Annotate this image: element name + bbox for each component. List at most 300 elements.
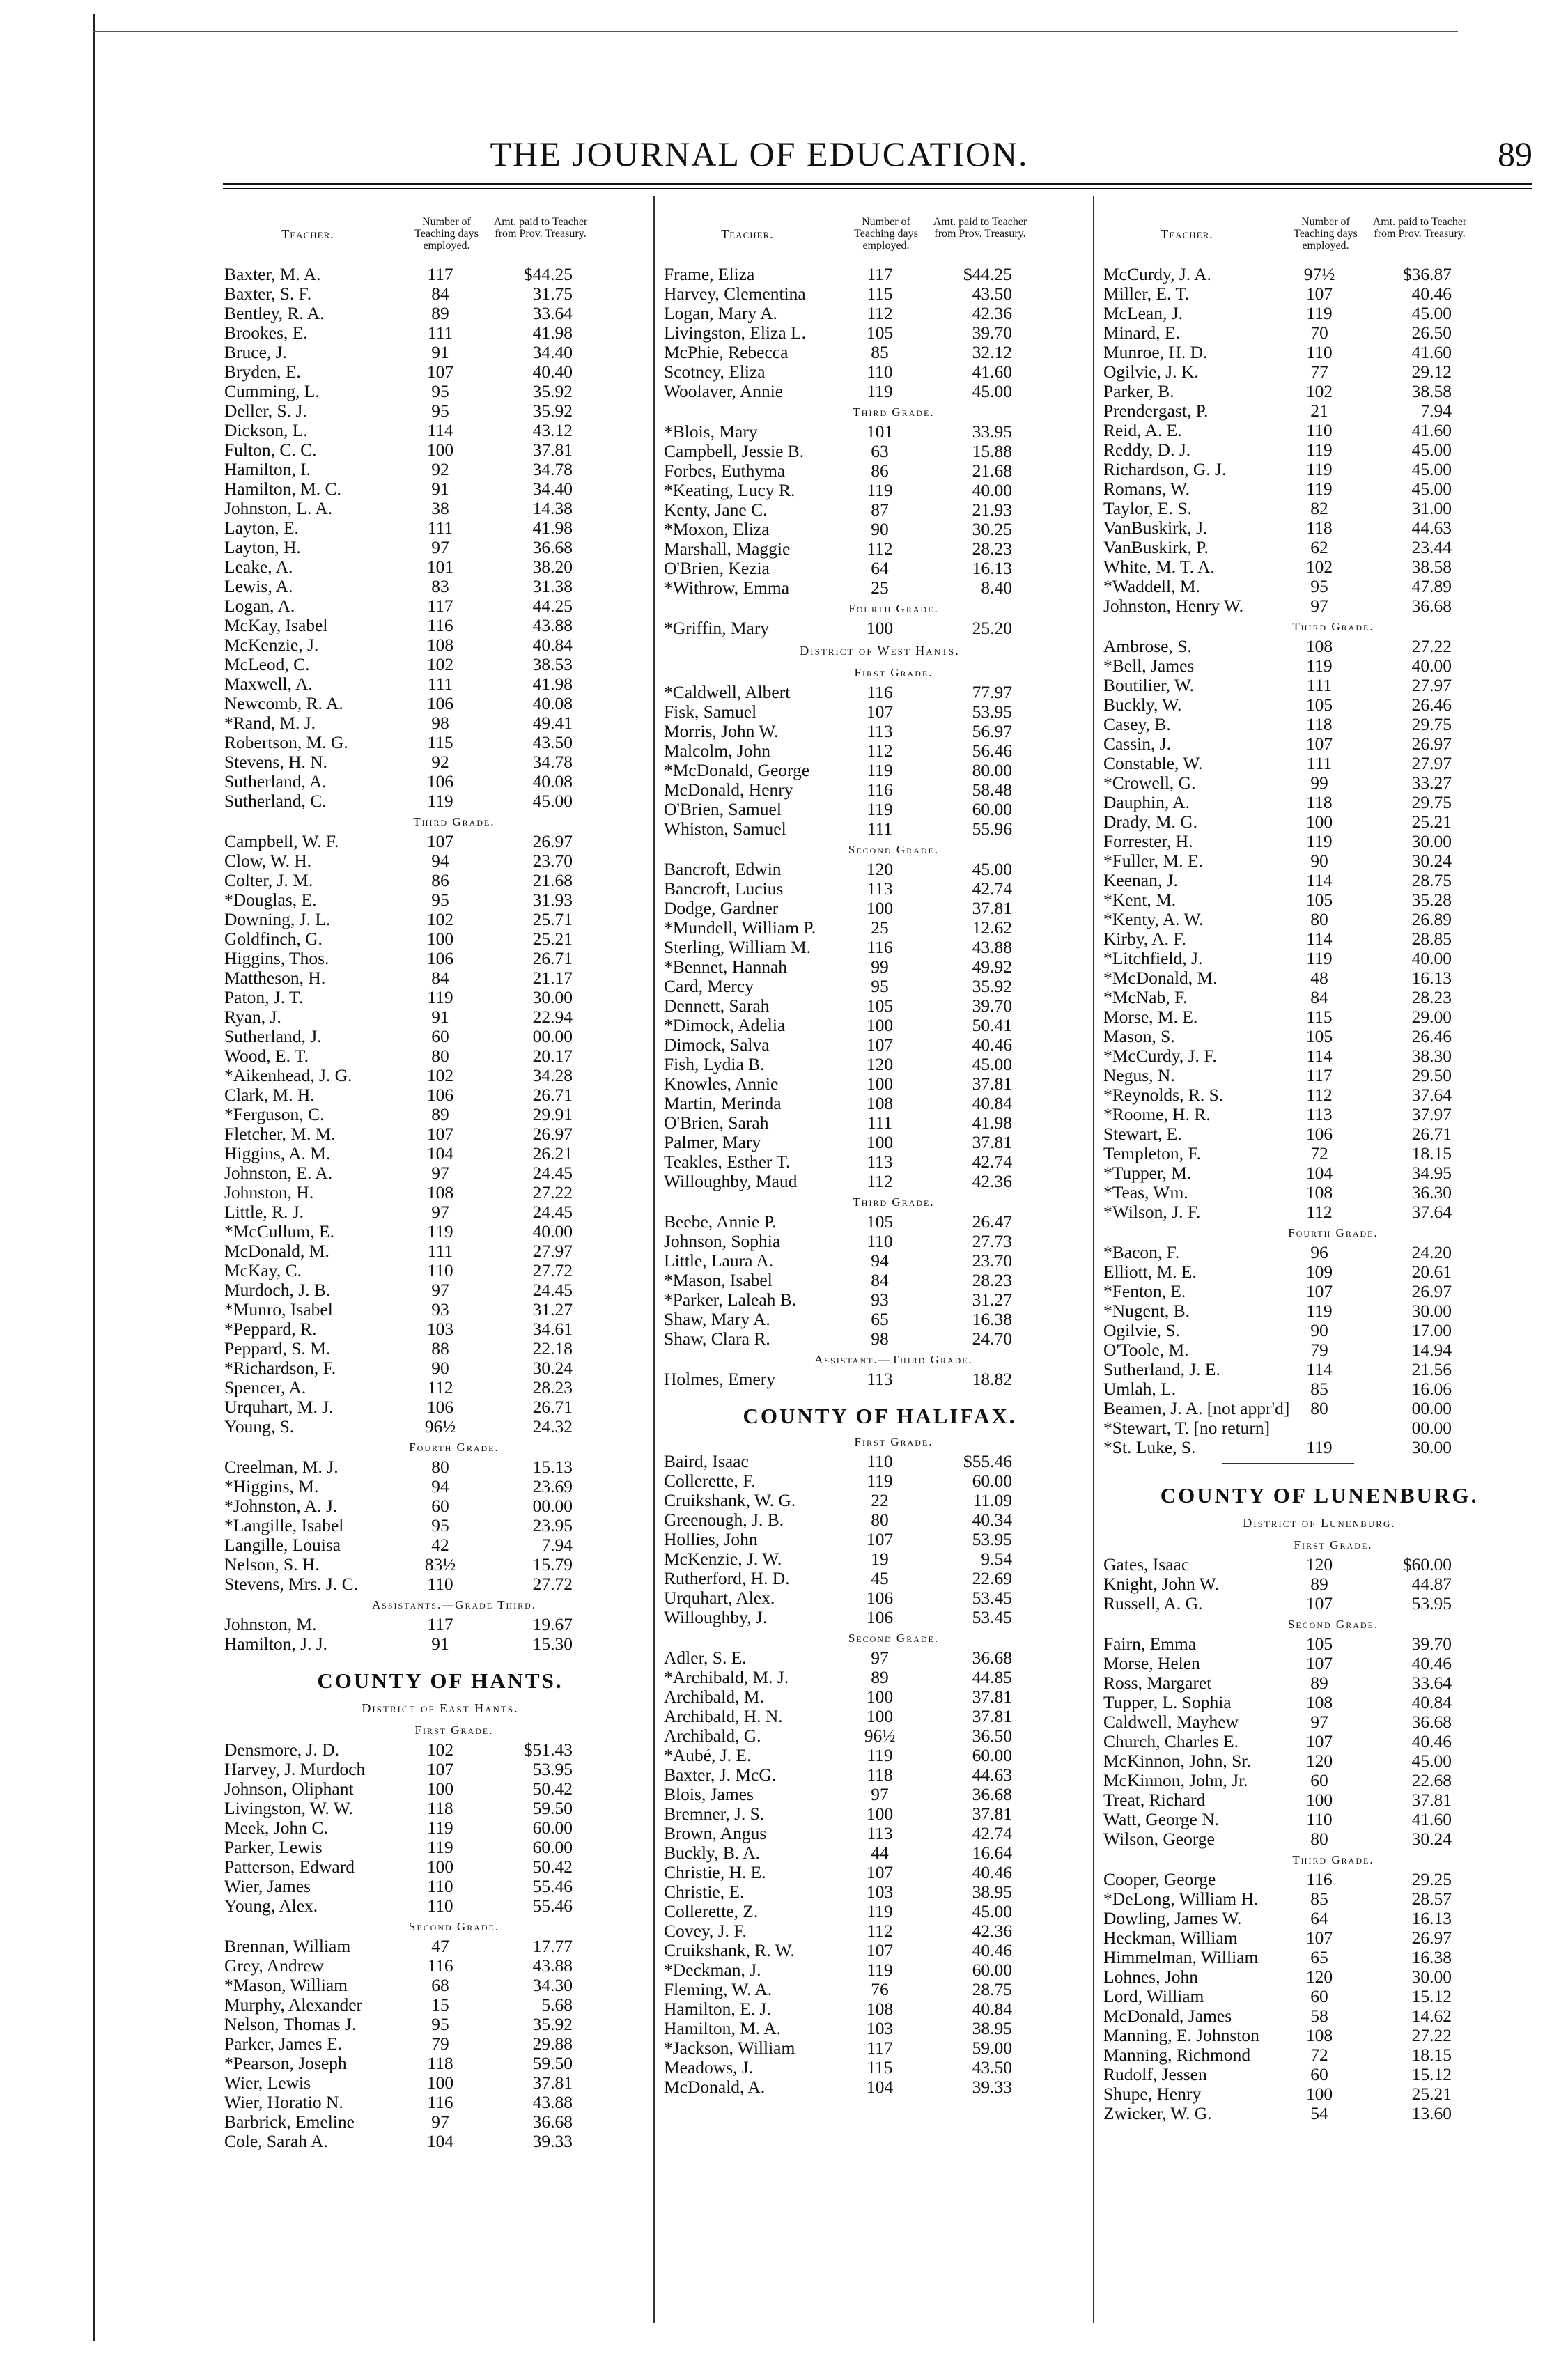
table-row (1103, 1732, 1535, 1751)
amount-paid: 15.88 (972, 441, 1012, 461)
teaching-days: 45 (871, 1568, 889, 1588)
table-row (664, 1980, 1096, 1999)
amount-paid: 55.96 (972, 819, 1012, 839)
table-row (664, 1824, 1096, 1843)
amount-paid: 43.50 (972, 284, 1012, 304)
teaching-days: 115 (427, 732, 453, 752)
teacher-name: Murdoch, J. B. (224, 1280, 331, 1300)
teacher-name: Shaw, Mary A. (664, 1309, 770, 1329)
teacher-name: Baxter, J. McG. (664, 1765, 777, 1785)
teacher-name: Templeton, F. (1103, 1143, 1201, 1163)
teaching-days: 113 (867, 1369, 893, 1389)
teaching-days: 104 (1305, 1163, 1333, 1183)
teaching-days: 105 (1305, 1634, 1333, 1654)
teaching-days: 101 (866, 421, 894, 442)
table-row (1103, 1243, 1535, 1262)
table-row (664, 619, 1096, 638)
teaching-days: 77 (1310, 362, 1328, 382)
teaching-days: 119 (1306, 303, 1333, 323)
teacher-name: Cruikshank, W. G. (664, 1490, 796, 1510)
amount-paid: 37.81 (1411, 1790, 1452, 1810)
table-row (224, 460, 656, 479)
teacher-name: Livingston, W. W. (224, 1798, 353, 1818)
table-row (224, 2034, 656, 2054)
table-row (664, 2077, 1096, 2097)
teaching-days: 110 (1306, 1809, 1333, 1829)
table-row (1103, 440, 1535, 460)
amount-paid: 18.15 (1411, 1143, 1452, 1163)
teaching-days: 80 (871, 1510, 889, 1530)
district-heading: District of West Hants. (800, 644, 960, 658)
teaching-days: 110 (427, 1574, 453, 1594)
teaching-days: 117 (427, 1614, 453, 1634)
amount-paid: 45.00 (972, 859, 1012, 879)
table-row (224, 1877, 656, 1896)
teacher-name: Dowling, James W. (1103, 1908, 1242, 1928)
teaching-days: 97 (431, 1280, 449, 1300)
amount-paid: 22.18 (532, 1338, 573, 1358)
teaching-days: 110 (867, 362, 893, 382)
teaching-days: 102 (1305, 381, 1333, 401)
teaching-days: 92 (431, 459, 449, 479)
teacher-name: Logan, Mary A. (664, 303, 777, 323)
amount-paid: 36.30 (1411, 1182, 1452, 1202)
teaching-days: 100 (426, 2073, 454, 2093)
teaching-days: 119 (1306, 479, 1333, 499)
table-row (224, 557, 656, 577)
table-row (224, 1007, 656, 1027)
amount-paid: 40.00 (1411, 656, 1452, 676)
table-row (1103, 2084, 1535, 2104)
teacher-name: Fish, Lydia B. (664, 1054, 765, 1074)
teacher-name: Deller, S. J. (224, 401, 307, 421)
amount-paid: 40.00 (532, 1221, 573, 1241)
table-row (224, 2112, 656, 2132)
teacher-name: *McDonald, M. (1103, 968, 1218, 988)
amount-paid: 53.95 (532, 1759, 573, 1779)
teaching-days: 117 (867, 2038, 893, 2058)
table-row (664, 2058, 1096, 2077)
table-row (1103, 2104, 1535, 2123)
teacher-name: Fairn, Emma (1103, 1634, 1197, 1654)
teaching-days: 114 (1306, 929, 1333, 949)
teacher-name: *Rand, M. J. (224, 713, 316, 733)
amount-paid: 44.25 (532, 596, 573, 616)
teacher-name: *Litchfield, J. (1103, 948, 1203, 968)
teaching-days: 107 (1305, 1653, 1333, 1673)
teaching-days: 112 (1306, 1085, 1333, 1105)
teacher-name: Urquhart, Alex. (664, 1588, 775, 1608)
teacher-name: Peppard, S. M. (224, 1338, 331, 1358)
teacher-name: Hollies, John (664, 1529, 758, 1549)
teacher-name: Covey, J. F. (664, 1921, 747, 1941)
teaching-days: 94 (431, 851, 449, 871)
teaching-days: 112 (867, 303, 893, 323)
amount-paid: 28.57 (1411, 1889, 1452, 1909)
teaching-days: 97 (431, 2112, 449, 2132)
table-row (664, 520, 1096, 539)
teaching-days: 70 (1310, 323, 1328, 343)
table-row (1103, 1712, 1535, 1732)
table-row (664, 1491, 1096, 1510)
teacher-name: Reid, A. E. (1103, 420, 1182, 440)
teacher-name: Bryden, E. (224, 362, 301, 382)
table-row (1103, 1046, 1535, 1066)
amount-paid: 7.94 (541, 1535, 573, 1555)
amount-paid: 14.94 (1411, 1340, 1452, 1360)
teaching-days: 119 (1306, 1437, 1333, 1457)
table-row (1103, 460, 1535, 479)
table-row (664, 1133, 1096, 1152)
amount-paid: 00.00 (532, 1026, 573, 1046)
table-row (1103, 1948, 1535, 1967)
teaching-days: 42 (431, 1535, 449, 1555)
amount-paid: 41.60 (1411, 1809, 1452, 1829)
table-row (224, 1799, 656, 1818)
amount-paid: 40.46 (1411, 1653, 1452, 1673)
teacher-name: Cassin, J. (1103, 734, 1172, 754)
teaching-days: 62 (1310, 537, 1328, 557)
amount-paid: 38.58 (1411, 381, 1452, 401)
teacher-name: O'Brien, Samuel (664, 799, 782, 819)
amount-paid: 40.40 (532, 362, 573, 382)
table-row (1103, 323, 1535, 343)
amount-paid: 44.85 (972, 1667, 1012, 1687)
teaching-days: 113 (1306, 1104, 1333, 1124)
table-row (664, 1804, 1096, 1824)
teaching-days: 22 (871, 1490, 889, 1510)
teaching-days: 95 (1310, 576, 1328, 596)
teacher-name: Higgins, A. M. (224, 1143, 331, 1163)
teacher-name: Negus, N. (1103, 1065, 1175, 1085)
table-row (1103, 401, 1535, 421)
amount-paid: 36.68 (1411, 1712, 1452, 1732)
table-row (1103, 1751, 1535, 1771)
amount-paid: 37.81 (972, 1804, 1012, 1824)
table-row (1103, 2065, 1535, 2084)
table-row (224, 538, 656, 557)
table-row (224, 772, 656, 791)
table-row (1103, 1027, 1535, 1046)
teaching-days: 107 (866, 1940, 894, 1960)
amount-paid: 28.85 (1411, 929, 1452, 949)
teacher-name: Rudolf, Jessen (1103, 2064, 1207, 2084)
teacher-name: Johnston, Henry W. (1103, 596, 1244, 616)
teaching-days: 119 (427, 1221, 453, 1241)
amount-paid: 45.00 (1411, 303, 1452, 323)
teaching-days: 112 (867, 539, 893, 559)
teacher-name: White, M. T. A. (1103, 557, 1215, 577)
table-row (664, 1588, 1096, 1608)
table-row (664, 343, 1096, 362)
table-row (664, 1510, 1096, 1530)
teacher-name: Gates, Isaac (1103, 1554, 1190, 1574)
table-row (664, 957, 1096, 977)
teaching-days: 89 (431, 1104, 449, 1124)
table-row (664, 461, 1096, 481)
teaching-days: 111 (1306, 675, 1333, 695)
amount-paid: 27.97 (1411, 675, 1452, 695)
teacher-name: Creelman, M. J. (224, 1457, 339, 1477)
teaching-days: 86 (431, 870, 449, 890)
table-row (224, 577, 656, 596)
teacher-name: *Langille, Isabel (224, 1515, 344, 1535)
teaching-days: 107 (426, 1759, 454, 1779)
amount-paid: 34.28 (532, 1065, 573, 1085)
amount-paid: 37.81 (972, 1132, 1012, 1152)
amount-paid: 26.97 (532, 831, 573, 851)
amount-paid: 35.92 (532, 2014, 573, 2034)
table-row (224, 343, 656, 362)
teaching-days: 85 (871, 342, 889, 362)
teaching-days: 116 (867, 682, 893, 702)
teaching-days: 76 (871, 1979, 889, 1999)
amount-paid: 00.00 (1411, 1418, 1452, 1438)
teacher-name: Johnston, M. (224, 1614, 317, 1634)
teaching-days: 103 (426, 1319, 454, 1339)
teaching-days: 115 (867, 2057, 893, 2077)
teacher-name: Leake, A. (224, 557, 293, 577)
amount-paid: 60.00 (972, 1471, 1012, 1491)
amount-paid: 37.64 (1411, 1202, 1452, 1222)
table-row (224, 2015, 656, 2034)
teacher-name: *McCurdy, J. F. (1103, 1046, 1217, 1066)
teaching-days: 110 (867, 1451, 893, 1471)
amount-paid: 31.27 (532, 1299, 573, 1319)
teaching-days: 118 (427, 1798, 453, 1818)
grade-heading: Fourth Grade. (409, 1441, 499, 1454)
teaching-days: 119 (867, 1901, 893, 1921)
table-row (1103, 734, 1535, 754)
amount-paid: 43.88 (532, 1955, 573, 1976)
amount-paid: 30.00 (532, 987, 573, 1007)
table-row (224, 1496, 656, 1516)
teacher-name: Blois, James (664, 1784, 754, 1804)
teaching-days: 111 (1306, 753, 1333, 773)
table-row (1103, 1790, 1535, 1810)
table-row (664, 1999, 1096, 2019)
teacher-name: Baxter, M. A. (224, 264, 321, 284)
table-row (224, 1937, 656, 1956)
amount-paid: 9.54 (981, 1549, 1012, 1569)
table-row (224, 1378, 656, 1397)
table-row (1103, 1870, 1535, 1889)
table-row (1103, 362, 1535, 382)
amount-paid: 14.38 (532, 498, 573, 518)
amount-paid: 20.17 (532, 1046, 573, 1066)
amount-paid: 29.12 (1411, 362, 1452, 382)
amount-paid: 56.97 (972, 721, 1012, 741)
teacher-name: Lord, William (1103, 1986, 1204, 2006)
teaching-days: 102 (1305, 557, 1333, 577)
teacher-name: Archibald, H. N. (664, 1706, 783, 1726)
table-row (664, 1746, 1096, 1765)
teacher-name: O'Toole, M. (1103, 1340, 1189, 1360)
teaching-days: 112 (867, 1921, 893, 1941)
teacher-name: Bentley, R. A. (224, 303, 325, 323)
teaching-days: 98 (431, 713, 449, 733)
table-row (224, 284, 656, 304)
teacher-name: Lewis, A. (224, 576, 293, 596)
teacher-name: Buckly, W. (1103, 695, 1182, 715)
amount-paid: 34.30 (532, 1975, 573, 1995)
teacher-name: Wier, James (224, 1876, 311, 1896)
table-row (664, 1941, 1096, 1960)
table-row (664, 722, 1096, 741)
teaching-days: 65 (871, 1309, 889, 1329)
amount-paid: 31.00 (1411, 498, 1452, 518)
teaching-days: 99 (871, 956, 889, 977)
teaching-days: 84 (1310, 987, 1328, 1007)
table-row (1103, 557, 1535, 577)
table-row (224, 1457, 656, 1477)
teacher-name: Kirby, A. F. (1103, 929, 1186, 949)
amount-paid: 31.27 (972, 1289, 1012, 1310)
table-row (224, 1027, 656, 1046)
teacher-name: Prendergast, P. (1103, 401, 1209, 421)
teaching-days: 103 (866, 2018, 894, 2038)
teaching-days: 47 (431, 1936, 449, 1956)
teaching-days: 107 (866, 1862, 894, 1882)
table-row (664, 780, 1096, 800)
table-row (224, 1634, 656, 1654)
amount-paid: 50.42 (532, 1779, 573, 1799)
teaching-days: 92 (431, 752, 449, 772)
teacher-name: Cole, Sarah A. (224, 2131, 328, 2151)
teacher-name: McCurdy, J. A. (1103, 264, 1211, 284)
teacher-name: Harvey, Clementina (664, 284, 806, 304)
table-row (224, 733, 656, 752)
table-row (224, 1838, 656, 1857)
teacher-name: Patterson, Edward (224, 1857, 355, 1877)
table-row (224, 851, 656, 871)
teaching-days: 119 (867, 1471, 893, 1491)
teacher-name: Keenan, J. (1103, 870, 1178, 890)
table-row (1103, 1163, 1535, 1183)
teacher-name: Morse, M. E. (1103, 1007, 1198, 1027)
amount-paid: 40.46 (972, 1862, 1012, 1882)
teaching-days: 93 (431, 1299, 449, 1319)
table-row (224, 949, 656, 968)
amount-paid: 37.81 (972, 898, 1012, 918)
days-column-header: Number of Teaching days employed. (1294, 216, 1358, 251)
teacher-name: Fulton, C. C. (224, 440, 317, 460)
teacher-name: Palmer, Mary (664, 1132, 761, 1152)
grade-heading: Third Grade. (853, 405, 935, 419)
amount-paid: 77.97 (972, 682, 1012, 702)
teaching-days: 117 (867, 264, 893, 284)
amount-paid: 24.45 (532, 1202, 573, 1222)
table-row (1103, 988, 1535, 1007)
section-gap (664, 1389, 1096, 1399)
teaching-days: 60 (431, 1496, 449, 1516)
teaching-days: 100 (1305, 812, 1333, 832)
amount-paid: 18.82 (972, 1369, 1012, 1389)
table-row (1103, 890, 1535, 910)
table-row (1103, 1399, 1535, 1418)
amount-paid: 30.25 (972, 519, 1012, 539)
county-heading: COUNTY OF LUNENBURG. (1160, 1483, 1479, 1508)
teaching-days: 108 (1305, 636, 1333, 656)
amount-paid: 17.77 (532, 1936, 573, 1956)
teacher-name: Beamen, J. A. [not appr'd] (1103, 1398, 1290, 1418)
amount-paid: 29.88 (532, 2033, 573, 2054)
table-row (224, 968, 656, 988)
teacher-name: Willoughby, J. (664, 1607, 768, 1627)
amount-paid: 26.71 (1411, 1124, 1452, 1144)
table-row (664, 422, 1096, 442)
table-row (664, 1726, 1096, 1746)
teaching-days: 95 (431, 2014, 449, 2034)
teacher-name: *Nugent, B. (1103, 1301, 1190, 1321)
teacher-name: Minard, E. (1103, 323, 1180, 343)
amount-paid: 24.70 (972, 1328, 1012, 1349)
teacher-name: Willoughby, Maud (664, 1171, 798, 1191)
teaching-days: 120 (1305, 1967, 1333, 1987)
teacher-name: *Bell, James (1103, 656, 1195, 676)
table-row (1103, 1379, 1535, 1399)
teaching-days: 119 (427, 1837, 453, 1857)
grade-heading: Third Grade. (1292, 620, 1374, 633)
teaching-days: 105 (1305, 890, 1333, 910)
table-row (1103, 1987, 1535, 2006)
table-row (224, 1280, 656, 1300)
teacher-name: *Kent, M. (1103, 890, 1177, 910)
teaching-days: 54 (1310, 2103, 1328, 2123)
amount-paid: 8.40 (981, 578, 1012, 598)
teaching-days: 110 (867, 1231, 893, 1251)
amount-paid: 43.88 (532, 2092, 573, 2112)
column-header (664, 209, 1096, 265)
table-row (1103, 499, 1535, 518)
table-row (224, 890, 656, 910)
teacher-name: Sutherland, C. (224, 791, 327, 811)
table-row (664, 559, 1096, 578)
table-row (224, 1615, 656, 1634)
teacher-name: Zwicker, W. G. (1103, 2103, 1212, 2123)
amount-paid: 19.67 (532, 1614, 573, 1634)
teacher-name: Robertson, M. G. (224, 732, 348, 752)
teacher-name: Meek, John C. (224, 1818, 328, 1838)
amount-paid: 53.95 (1411, 1593, 1452, 1613)
teaching-days: 95 (871, 976, 889, 996)
teacher-name: Fisk, Samuel (664, 702, 757, 722)
table-row (664, 1074, 1096, 1094)
teaching-days: 58 (1310, 2006, 1328, 2026)
amount-paid: 37.81 (532, 440, 573, 460)
teaching-days: 97 (871, 1784, 889, 1804)
teaching-days: 119 (867, 760, 893, 780)
amount-paid: 43.50 (532, 732, 573, 752)
teacher-name: Campbell, Jessie B. (664, 441, 805, 461)
amount-paid: 27.97 (1411, 753, 1452, 773)
amount-paid: 40.84 (532, 635, 573, 655)
teaching-days: 108 (1305, 1692, 1333, 1712)
teacher-name: McKenzie, J. (224, 635, 319, 655)
amount-paid: 38.58 (1411, 557, 1452, 577)
teaching-days: 117 (427, 264, 453, 284)
table-row (224, 1740, 656, 1760)
teacher-name: O'Brien, Kezia (664, 558, 770, 578)
table-row (224, 2093, 656, 2112)
amount-paid: 43.12 (532, 420, 573, 440)
teacher-name: Shupe, Henry (1103, 2084, 1202, 2104)
amount-column-header: Amt. paid to Teacher from Prov. Treasury. (493, 216, 588, 240)
teaching-days: 89 (431, 303, 449, 323)
table-row (224, 1261, 656, 1280)
table-row (1103, 1183, 1535, 1202)
amount-paid: 39.33 (532, 2131, 573, 2151)
